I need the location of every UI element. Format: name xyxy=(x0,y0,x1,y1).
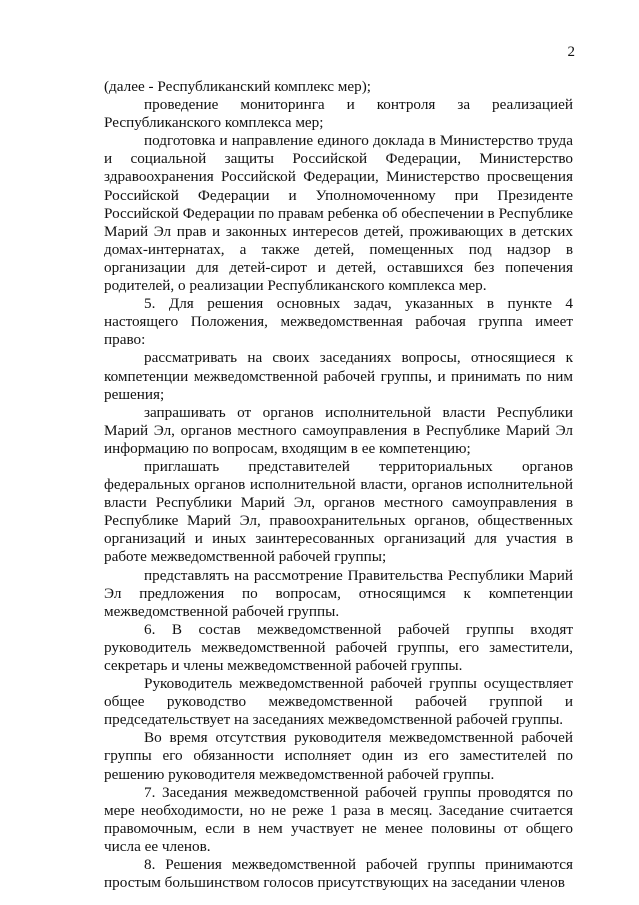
paragraph: Во время отсутствия руководителя межведомственной рабочей группы его обязанности исполняет один из его заместителей по решению руководителя межведомственной рабочей группы. xyxy=(104,729,573,783)
paragraph: приглашать представителей территориальных органов федеральных органов исполнительной власти, органов исполнительной власти Республики Марий Эл, органов местного самоуправления в Республике Марий Эл, правоохранительных органов, общественных организаций и иных заинтересованных организаций для участия в работе межведомственной рабочей группы; xyxy=(104,457,573,566)
paragraph: Руководитель межведомственной рабочей группы осуществляет общее руководство межведомственной рабочей группой и председательствует на заседаниях межведомственной рабочей группы. xyxy=(104,675,573,729)
paragraph: запрашивать от органов исполнительной власти Республики Марий Эл, органов местного самоуправления в Республике Марий Эл информацию по вопросам, входящим в ее компетенцию; xyxy=(104,403,573,457)
paragraph: 7. Заседания межведомственной рабочей группы проводятся по мере необходимости, но не реже 1 раза в месяц. Заседание считается правомочным, если в нем участвует не менее половины от общего числа ее членов. xyxy=(104,783,573,855)
paragraph: подготовка и направление единого доклада в Министерство труда и социальной защиты Российской Федерации, Министерство здравоохранения Российской Федерации, Министерство просвещения Российской Федерации и Уполномоченному при Президенте Российской Федерации по правам ребенка об обеспечении в Республике Марий Эл прав и законных интересов детей, проживающих в детских домах-интернатах, а также детей, помещенных под надзор в организации для детей-сирот и детей, оставшихся без попечения родителей, о реализации Республиканского комплекса мер. xyxy=(104,132,573,295)
page-number: 2 xyxy=(567,44,575,60)
paragraph: проведение мониторинга и контроля за реализацией Республиканского комплекса мер; xyxy=(104,96,573,132)
paragraph: (далее - Республиканский комплекс мер); xyxy=(104,78,371,95)
paragraph: 8. Решения межведомственной рабочей группы принимаются простым большинством голосов присутствующих на заседании членов xyxy=(104,856,573,892)
paragraph: 5. Для решения основных задач, указанных в пункте 4 настоящего Положения, межведомственная рабочая группа имеет право: xyxy=(104,295,573,349)
paragraph: рассматривать на своих заседаниях вопросы, относящиеся к компетенции межведомственной рабочей группы, и принимать по ним решения; xyxy=(104,349,573,403)
document-body xyxy=(104,78,573,892)
paragraph: представлять на рассмотрение Правительства Республики Марий Эл предложения по вопросам, относящимся к компетенции межведомственной рабочей группы. xyxy=(104,566,573,620)
paragraph: 6. В состав межведомственной рабочей группы входят руководитель межведомственной рабочей группы, его заместители, секретарь и члены межведомственной рабочей группы. xyxy=(104,620,573,674)
